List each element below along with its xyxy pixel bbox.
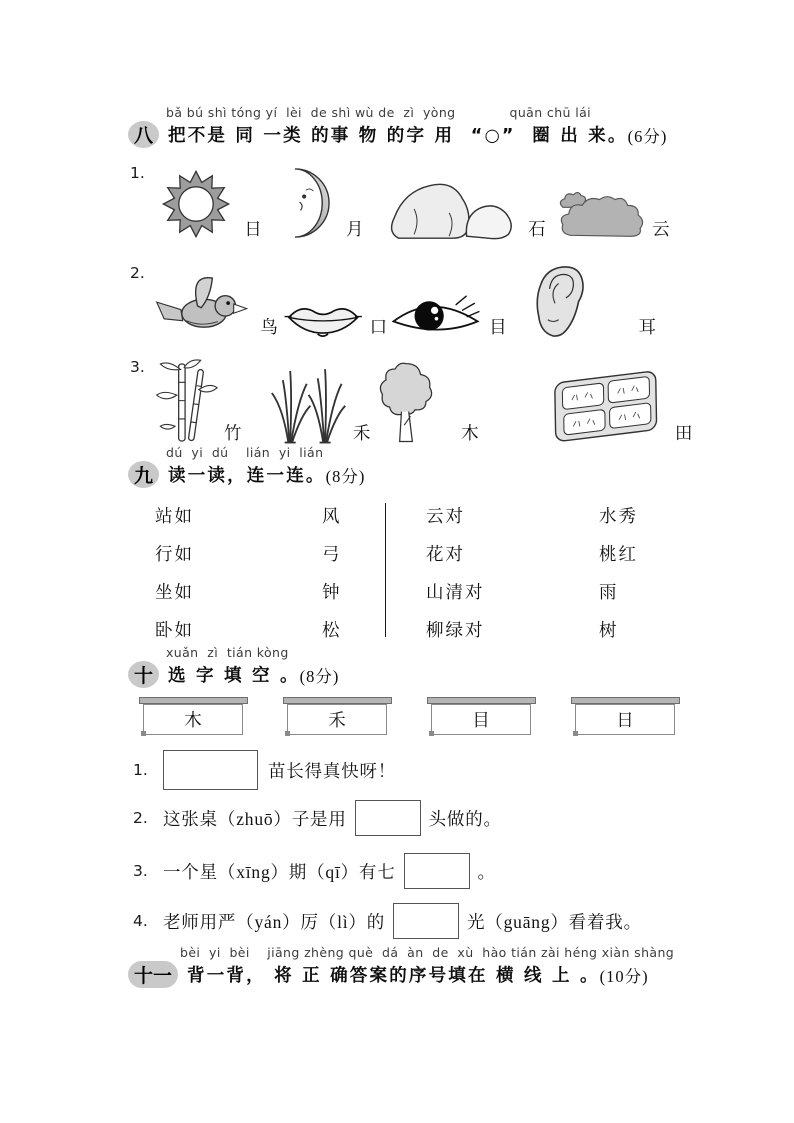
- choice-character: 木: [184, 710, 202, 730]
- match-item: 山清对: [426, 582, 485, 602]
- match-column-left-phrases: [155, 497, 322, 649]
- item-number: 4.: [133, 912, 148, 930]
- row-number: 1.: [130, 164, 145, 182]
- card-top-bar: [139, 697, 248, 704]
- bamboo-icon: [153, 356, 219, 448]
- sentence-text: 头做的。: [428, 808, 502, 829]
- match-item: 钟: [322, 582, 342, 602]
- column-divider: [385, 503, 386, 637]
- picture-label: 目: [489, 317, 508, 337]
- fill-item-1: [133, 750, 396, 790]
- section-score: (10分): [599, 966, 649, 986]
- match-item: 行如: [155, 544, 194, 564]
- section-title: 把不是 同 一类 的事 物 的字 用 “○” 圈 出 来。: [168, 126, 628, 146]
- section-number-badge: 九: [128, 461, 159, 488]
- match-item: 风: [322, 506, 342, 526]
- match-column-left-answers: [322, 497, 385, 649]
- section-11-header: [128, 946, 728, 988]
- picture-item: [282, 292, 388, 342]
- match-item: 云对: [426, 506, 465, 526]
- moon-icon: [271, 162, 341, 244]
- picture-label: 木: [461, 423, 480, 443]
- picture-row-2: [130, 262, 700, 342]
- match-item: 桃红: [599, 544, 638, 564]
- match-item: 卧如: [155, 620, 194, 640]
- mouth-icon: [282, 292, 365, 342]
- picture-item: [542, 368, 700, 448]
- picture-item: [270, 360, 377, 448]
- picture-item: [153, 266, 282, 342]
- seedling-icon: [270, 360, 348, 448]
- answer-blank: [163, 750, 258, 790]
- match-column-right-phrases: [426, 497, 599, 649]
- picture-label: 田: [674, 423, 694, 443]
- tree-icon: [377, 358, 435, 448]
- answer-blank: [355, 800, 421, 836]
- choice-character: 禾: [328, 710, 346, 730]
- item-number: 3.: [133, 862, 148, 880]
- match-item: 水秀: [599, 506, 638, 526]
- match-item: 弓: [322, 544, 342, 564]
- sentence-text: 苗长得真快呀！: [268, 760, 397, 781]
- section-10-pinyin-row: [166, 646, 728, 660]
- card-top-bar: [571, 697, 680, 704]
- ear-icon: [526, 262, 594, 342]
- picture-item: [383, 174, 555, 244]
- section-9-pinyin-row: [166, 446, 728, 460]
- sun-icon: [153, 164, 239, 244]
- picture-item: [153, 356, 270, 448]
- picture-item: [526, 262, 700, 342]
- pinyin-text: bǎ bú shì tóng yí lèi de shì wù de zì yòng: [166, 105, 456, 120]
- picture-item: [388, 288, 526, 342]
- section-number-badge: 十: [128, 661, 159, 688]
- pinyin-text: bèi yi bèi jiāng zhèng què dá àn de xù hào tián zài héng xiàn shàng: [180, 945, 675, 960]
- match-item: 花对: [426, 544, 465, 564]
- picture-label: 耳: [638, 317, 657, 337]
- section-title: 读一读，连一连。: [168, 466, 326, 486]
- choice-card: [431, 704, 531, 735]
- sentence-text: 老师用严（yán）厉（lì）的: [163, 911, 385, 932]
- section-score: (8分): [299, 666, 340, 686]
- section-number-badge: 十一: [128, 961, 178, 988]
- section-score: (6分): [627, 126, 668, 146]
- card-top-bar: [427, 697, 536, 704]
- picture-row-3: [130, 356, 700, 448]
- fill-item-2: [133, 800, 502, 836]
- section-number-badge: 八: [128, 121, 159, 148]
- picture-item: [153, 164, 271, 244]
- match-item: 松: [322, 620, 342, 640]
- item-number: 1.: [133, 761, 148, 779]
- match-item: 树: [599, 620, 619, 640]
- section-8-header: [128, 106, 728, 148]
- sentence-text: 这张桌（zhuō）子是用: [163, 808, 347, 829]
- sentence-text: 一个星（xīng）期（qī）有七: [163, 861, 396, 882]
- picture-row-1: [130, 162, 700, 244]
- card-corner-dot: [141, 731, 146, 736]
- answer-blank: [393, 903, 459, 939]
- pinyin-text: dú yi dú lián yi lián: [166, 445, 324, 460]
- picture-item: [377, 358, 542, 448]
- picture-label: 日: [244, 219, 263, 239]
- section-title: 选 字 填 空 。: [168, 666, 300, 686]
- picture-label: 月: [346, 219, 365, 239]
- choice-card: [575, 704, 675, 735]
- card-corner-dot: [429, 731, 434, 736]
- match-column-right-answers: [599, 497, 679, 649]
- section-11-pinyin-row: [180, 946, 728, 960]
- match-item: 柳绿对: [426, 620, 485, 640]
- bird-icon: [153, 266, 255, 342]
- picture-label: 竹: [223, 423, 243, 443]
- row-number: 3.: [130, 358, 145, 376]
- card-top-bar: [283, 697, 392, 704]
- picture-label: 鸟: [260, 317, 279, 337]
- fill-item-3: [133, 853, 496, 889]
- section-title: 背一背， 将 正 确答案的序号填在 横 线 上 。: [187, 966, 600, 986]
- match-item: 雨: [599, 582, 619, 602]
- field-icon: [542, 368, 670, 448]
- answer-blank: [404, 853, 470, 889]
- choice-card: [143, 704, 243, 735]
- fill-item-4: [133, 903, 642, 939]
- card-corner-dot: [573, 731, 578, 736]
- item-number: 2.: [133, 809, 148, 827]
- match-item: 坐如: [155, 582, 194, 602]
- section-score: (8分): [325, 466, 366, 486]
- picture-label: 云: [652, 219, 671, 239]
- rock-icon: [383, 174, 523, 244]
- matching-exercise: [155, 497, 679, 649]
- picture-item: [271, 162, 383, 244]
- eye-icon: [388, 288, 484, 342]
- pinyin-text: xuǎn zì tián kòng: [166, 645, 289, 660]
- section-10-header: [128, 646, 728, 688]
- sentence-text: 光（guāng）看着我。: [467, 911, 642, 932]
- card-corner-dot: [285, 731, 290, 736]
- row-number: 2.: [130, 264, 145, 282]
- picture-item: [555, 188, 700, 244]
- cloud-icon: [555, 188, 647, 244]
- choice-character: 日: [616, 710, 634, 730]
- sentence-text: 。: [477, 861, 496, 882]
- match-item: 站如: [155, 506, 194, 526]
- section-9-header: [128, 446, 728, 488]
- section-8-pinyin-row: [166, 106, 728, 120]
- pinyin-text: quān chū lái: [509, 105, 592, 120]
- character-choices: [143, 704, 675, 735]
- choice-character: 目: [472, 710, 490, 730]
- choice-card: [287, 704, 387, 735]
- picture-label: 禾: [352, 423, 372, 443]
- picture-label: 口: [369, 317, 389, 337]
- picture-label: 石: [528, 219, 547, 239]
